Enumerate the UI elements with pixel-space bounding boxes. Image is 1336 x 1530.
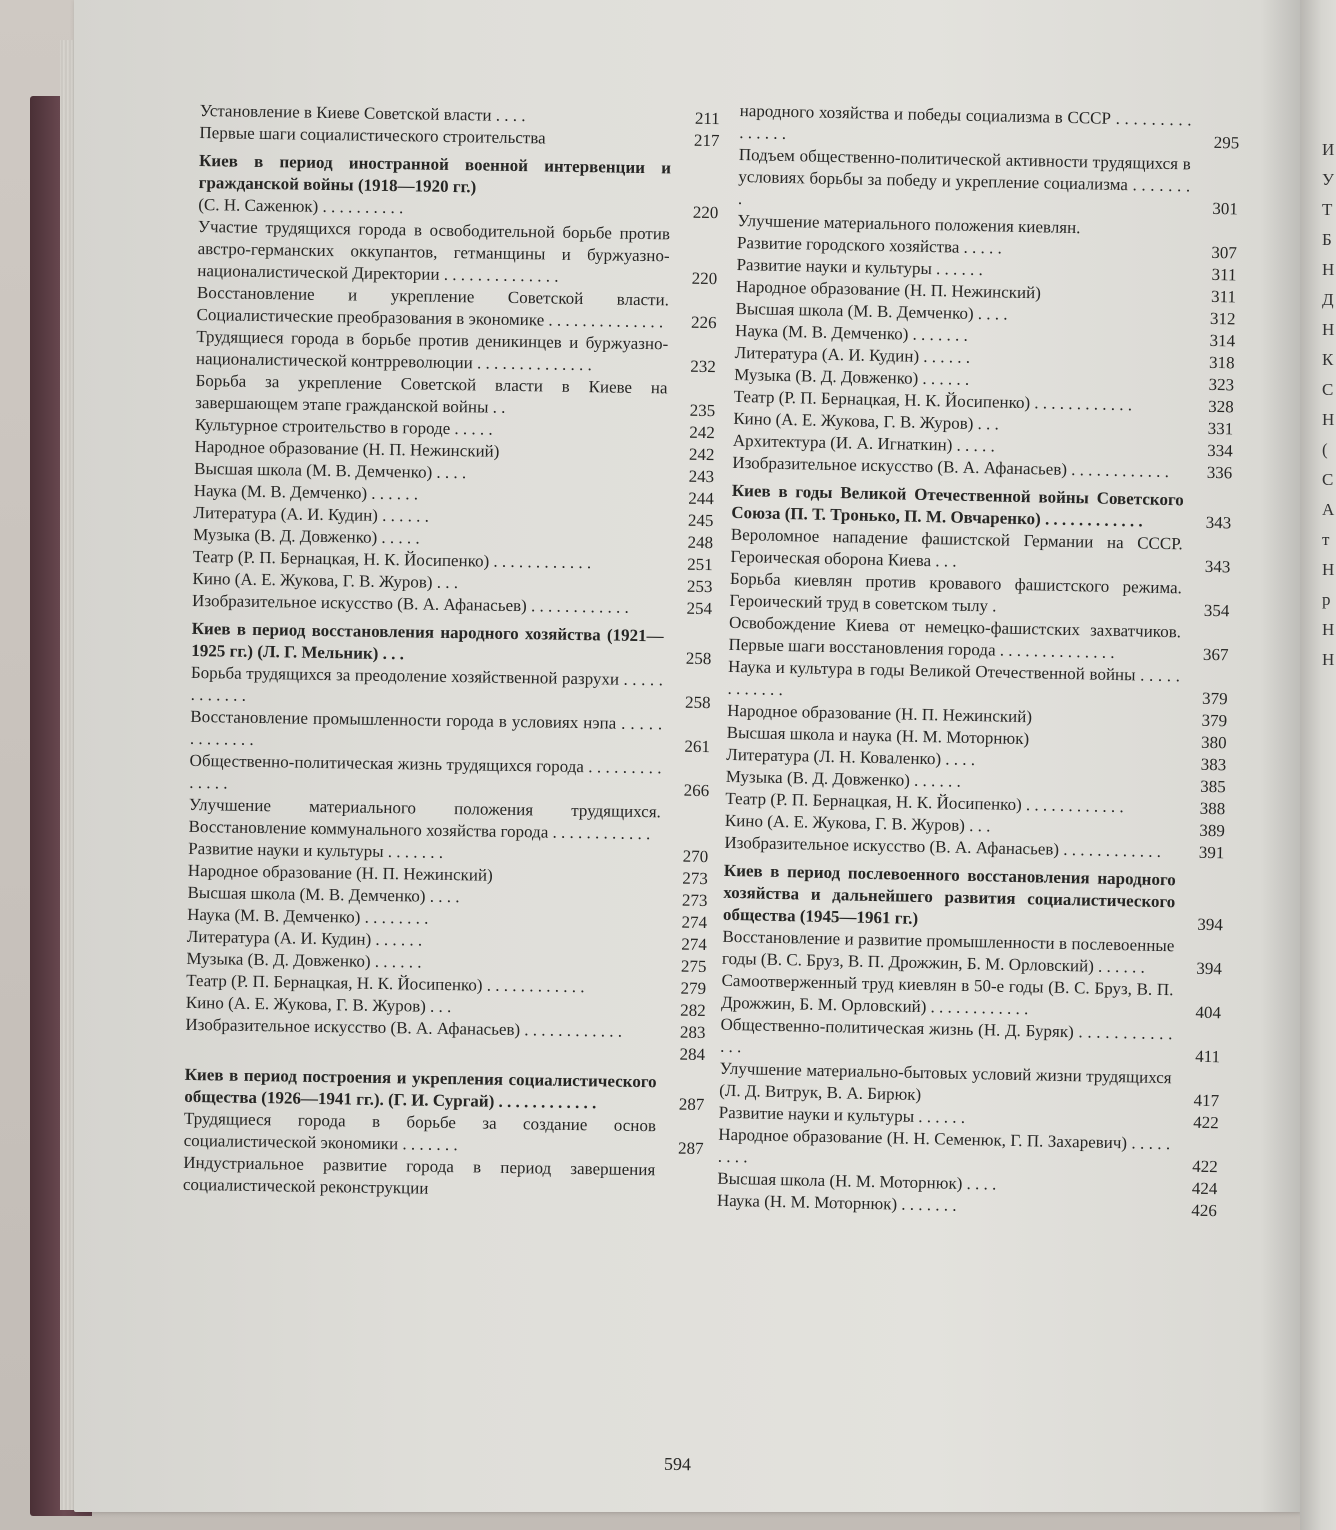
- entry-page-number: 314: [1209, 330, 1236, 351]
- entry-title: Наука (М. В. Демченко) . . . . . . . .: [187, 904, 429, 928]
- entry-title: Установление в Киеве Советской власти . . . .: [199, 100, 526, 126]
- entry-title: Восстановление промышленности города в условиях нэпа . . . . . . . . . . . . .: [189, 706, 663, 749]
- entry-title: Литература (А. И. Кудин) . . . . . .: [186, 926, 423, 950]
- entry-title: Литература (А. И. Кудин) . . . . . .: [193, 502, 430, 526]
- toc-entry: [197, 216, 718, 290]
- entry-title: Культурное строительство в городе . . . . .: [194, 414, 493, 439]
- entry-page-number: 394: [1196, 958, 1223, 979]
- entry-page-number: 244: [688, 488, 714, 509]
- toc-left-column: [183, 100, 720, 1204]
- entry-page-number: 279: [680, 978, 707, 999]
- section-heading: Киев в период восстановления народного хозяйства (1921—1925 гг.) (Л. Г. Мельник) . . .: [191, 618, 664, 664]
- next-page-glyph: Д: [1322, 290, 1334, 309]
- entry-title: Кино (А. Е. Жукова, Г. В. Журов) . . .: [185, 992, 452, 1017]
- entry-title: Подъем общественно-политической активности трудящихся в условиях борьбы за победу и укрепление социализма . . . . . . . .: [737, 144, 1191, 209]
- entry-page-number: 385: [1200, 776, 1226, 797]
- gutter-shadow: [1260, 0, 1300, 1512]
- next-page-glyph: Н: [1322, 410, 1335, 429]
- entry-title: Наука (Н. М. Моторнюк) . . . . . . .: [716, 1190, 957, 1215]
- entry-page-number: 235: [689, 400, 716, 421]
- entry-title: Индустриальное развитие города в период завершения социалистической реконструкции: [182, 1152, 656, 1198]
- entry-title: Народное образование (Н. П. Нежинский): [727, 700, 1033, 727]
- entry-page-number: 273: [681, 890, 708, 911]
- entry-title: Народное образование (Н. П. Нежинский): [735, 276, 1042, 303]
- entry-title: Улучшение материального положения трудящихся. Восстановление коммунального хозяйства города . . . . . . . . . . . .: [188, 794, 662, 844]
- next-page-glyph: Б: [1322, 230, 1332, 249]
- next-page-glyph: А: [1322, 500, 1335, 519]
- entry-page-number: 287: [677, 1138, 704, 1159]
- entry-title: Народное образование (Н. П. Нежинский): [194, 436, 500, 461]
- entry-page-number: 311: [1211, 264, 1237, 285]
- entry-title: народного хозяйства и победы социализма в СССР . . . . . . . . . . . . . . .: [739, 100, 1192, 143]
- entry-title: Высшая школа (М. В. Демченко) . . . .: [194, 458, 467, 483]
- entry-title: Вероломное нападение фашистской Германии на СССР. Героическая оборона Киева . . .: [730, 524, 1184, 571]
- entry-page-number: 383: [1200, 754, 1227, 775]
- entry-page-number: 220: [692, 202, 719, 223]
- entry-title: Театр (Р. П. Бернацкая, Н. К. Йосипенко) . . . . . . . . . . . .: [186, 970, 585, 997]
- entry-page-number: 411: [1194, 1046, 1221, 1067]
- next-page-glyph: С: [1322, 380, 1334, 399]
- entry-page-number: 394: [1197, 914, 1224, 935]
- entry-page-number: 367: [1202, 644, 1229, 665]
- entry-title: Наука и культура в годы Великой Отечественной войны . . . . . . . . . . . .: [727, 656, 1181, 700]
- entry-page-number: 211: [694, 108, 720, 129]
- next-page-edge: [1300, 0, 1336, 1530]
- entry-page-number: 391: [1198, 842, 1225, 863]
- next-page-glyph: И: [1322, 140, 1335, 159]
- entry-title: Восстановление и укрепление Советской власти. Социалистические преобразования в экономике . . . . . . . . . . . . . .: [196, 282, 670, 332]
- entry-title: Развитие науки и культуры . . . . . . .: [188, 838, 444, 862]
- entry-page-number: 232: [690, 356, 717, 377]
- next-page-glyph: К: [1322, 350, 1334, 369]
- entry-page-number: 254: [686, 598, 713, 619]
- entry-title: Высшая школа (М. В. Демченко) . . . .: [187, 882, 460, 907]
- entry-page-number: 270: [682, 846, 709, 867]
- entry-page-number: 424: [1191, 1178, 1218, 1199]
- entry-title: Наука (М. В. Демченко) . . . . . . .: [734, 320, 969, 345]
- entry-title: Изобразительное искусство (В. А. Афанасьев) . . . . . . . . . . . .: [191, 590, 629, 617]
- entry-page-number: 426: [1191, 1200, 1218, 1221]
- entry-title: Театр (Р. П. Бернацкая, Н. К. Йосипенко) . . . . . . . . . . . .: [725, 788, 1124, 817]
- section-heading: Киев в годы Великой Отечественной войны Советского Союза (П. Т. Тронько, П. М. Овчаренко) . . . . . . . . . . . .: [731, 480, 1184, 531]
- entry-title: Развитие науки и культуры . . . . . .: [718, 1102, 966, 1127]
- next-page-glyph: Н: [1322, 620, 1335, 639]
- entry-title: Изобразительное искусство (В. А. Афанасьев) . . . . . . . . . . . .: [732, 452, 1170, 482]
- entry-page-number: 282: [680, 1000, 706, 1021]
- entry-title: Народное образование (Н. П. Нежинский): [187, 860, 493, 885]
- entry-title: Борьба за укрепление Советской власти в Киеве на завершающем этапе гражданской войны . .: [195, 370, 668, 417]
- entry-title: Театр (Р. П. Бернацкая, Н. К. Йосипенко) . . . . . . . . . . . .: [733, 386, 1133, 415]
- entry-page-number: 323: [1208, 374, 1235, 395]
- entry-page-number: 251: [687, 554, 713, 575]
- entry-page-number: 343: [1204, 556, 1231, 577]
- entry-title: Восстановление и развитие промышленности в послевоенные годы (В. С. Бруз, В. П. Дрожжин, Б. М. Орловский) . . . . . .: [721, 926, 1175, 977]
- entry-page-number: 301: [1212, 198, 1239, 219]
- next-page-glyph: Н: [1322, 260, 1335, 279]
- entry-page-number: 312: [1209, 308, 1236, 329]
- entry-title: Изобразительное искусство (В. А. Афанасьев) . . . . . . . . . . . .: [185, 1014, 623, 1041]
- entry-page-number: 253: [686, 576, 713, 597]
- entry-title: Литература (А. И. Кудин) . . . . . .: [734, 342, 971, 367]
- entry-title: Кино (А. Е. Жукова, Г. В. Журов) . . .: [733, 408, 1000, 434]
- section-heading: Киев в период иностранной военной интервенции и гражданской войны (1918—1920 гг.): [198, 150, 672, 197]
- entry-page-number: 417: [1193, 1090, 1220, 1111]
- entry-title: Развитие городского хозяйства . . . . .: [736, 232, 1003, 258]
- entry-title: Общественно-политическая жизнь трудящихся города . . . . . . . . . . . . . .: [189, 750, 662, 793]
- entry-title: Улучшение материально-бытовых условий жизни трудящихся (Л. Д. Витрук, В. А. Бирюк): [719, 1058, 1172, 1105]
- entry-title: Улучшение материального положения киевлян.: [737, 210, 1081, 238]
- toc-right-column: [717, 100, 1240, 1222]
- entry-title: Трудящиеся города в борьбе против деникинцев и буржуазно-националистической контрреволюции . . . . . . . . . . . . . .: [195, 326, 669, 375]
- entry-page-number: 266: [683, 780, 710, 801]
- entry-title: Наука (М. В. Демченко) . . . . . .: [193, 480, 419, 504]
- entry-title: Кино (А. Е. Жукова, Г. В. Журов) . . .: [724, 810, 991, 836]
- entry-title: Участие трудящихся города в освободительной борьбе против австро-германских оккупантов, гетманщины и буржуазно-националистической Директории . . . . . . . . . . . . . .: [197, 216, 671, 286]
- entry-page-number: 217: [693, 130, 720, 151]
- entry-title: Музыка (В. Д. Довженко) . . . . .: [193, 524, 420, 548]
- toc-entry: [738, 144, 1239, 220]
- entry-page-number: 275: [680, 956, 707, 977]
- next-page-glyph: У: [1322, 170, 1335, 189]
- entry-page-number: 328: [1207, 396, 1234, 417]
- entry-page-number: 388: [1199, 798, 1226, 819]
- entry-page-number: 248: [687, 532, 714, 553]
- next-page-glyph: Н: [1322, 650, 1335, 669]
- entry-title: Народное образование (Н. Н. Семенюк, Г. П. Захаревич) . . . . . . . . .: [717, 1124, 1171, 1167]
- entry-title: Трудящиеся города в борьбе за создание основ социалистической экономики . . . . . . .: [183, 1108, 657, 1155]
- entry-page-number: 404: [1195, 1002, 1222, 1023]
- entry-page-number: 422: [1192, 1112, 1219, 1133]
- entry-page-number: 226: [690, 312, 717, 333]
- entry-page-number: 318: [1208, 352, 1235, 373]
- entry-title: Высшая школа и наука (Н. М. Моторнюк): [726, 722, 1030, 749]
- entry-page-number: 242: [688, 444, 715, 465]
- entry-page-number: 354: [1203, 600, 1230, 621]
- entry-title: Музыка (В. Д. Довженко) . . . . . .: [725, 766, 962, 791]
- entry-page-number: 274: [681, 912, 708, 933]
- entry-page-number: 258: [684, 692, 711, 713]
- entry-page-number: 422: [1192, 1156, 1218, 1177]
- section-heading: Киев в период построения и укрепления социалистического общества (1926—1941 гг.). (Г. И. Сургай) . . . . . . . . . . . .: [184, 1064, 657, 1113]
- entry-page-number: 242: [689, 422, 715, 443]
- entry-title: Самоотверженный труд киевлян в 50-е годы (В. С. Бруз, В. П. Дрожжин, Б. М. Орловский) . . . . . . . . . . . .: [720, 970, 1174, 1019]
- entry-page-number: 334: [1207, 440, 1233, 461]
- entry-page-number: 273: [682, 868, 708, 889]
- next-page-glyph: т: [1322, 530, 1330, 549]
- entry-title: Изобразительное искусство (В. А. Афанасьев) . . . . . . . . . . . .: [724, 832, 1162, 861]
- section-heading: Киев в период послевоенного восстановления народного хозяйства и дальнейшего развития социалистического общества (1945—1961 гг.): [722, 860, 1176, 928]
- entry-title: Первые шаги социалистического строительства: [199, 122, 546, 148]
- entry-title: Высшая школа (Н. М. Моторнюк) . . . .: [717, 1168, 997, 1194]
- entry-page-number: 284: [679, 1044, 706, 1065]
- entry-title: (С. Н. Саженюк) . . . . . . . . . .: [198, 194, 404, 218]
- next-page-glyph: р: [1322, 590, 1331, 609]
- next-page-glyph: Н: [1322, 320, 1335, 339]
- next-page-glyph: (: [1322, 440, 1328, 459]
- entry-page-number: 311: [1210, 286, 1237, 307]
- entry-title: Музыка (В. Д. Довженко) . . . . . .: [734, 364, 970, 389]
- entry-page-number: 258: [685, 648, 712, 669]
- entry-title: Борьба киевлян против кровавого фашистского режима. Героический труд в советском тылу .: [729, 568, 1183, 616]
- entry-title: Развитие науки и культуры . . . . . .: [736, 254, 984, 280]
- next-page-glyph: Н: [1322, 560, 1335, 579]
- entry-title: Борьба трудящихся за преодоление хозяйственной разрухи . . . . . . . . . . . .: [190, 662, 664, 705]
- entry-page-number: 379: [1201, 710, 1228, 731]
- entry-page-number: 295: [1213, 132, 1240, 153]
- entry-page-number: 336: [1206, 462, 1233, 483]
- entry-title: Общественно-политическая жизнь (Н. Д. Буряк) . . . . . . . . . . . . . .: [719, 1014, 1173, 1057]
- entry-page-number: 245: [687, 510, 714, 531]
- entry-title: Литература (Л. Н. Коваленко) . . . .: [726, 744, 976, 770]
- entry-page-number: 379: [1201, 688, 1228, 709]
- toc-entry: [183, 1152, 704, 1204]
- entry-page-number: 283: [679, 1022, 706, 1043]
- entry-title: Освобождение Киева от немецко-фашистских захватчиков. Первые шаги восстановления города . . . . . . . . . . . . . .: [728, 612, 1182, 662]
- entry-page-number: 380: [1200, 732, 1227, 753]
- entry-title: Кино (А. Е. Жукова, Г. В. Журов) . . .: [192, 568, 459, 593]
- toc-entry: [723, 860, 1224, 936]
- entry-page-number: 220: [691, 268, 718, 289]
- entry-page-number: 331: [1207, 418, 1234, 439]
- entry-page-number: 343: [1205, 512, 1232, 533]
- next-page-glyph: Т: [1322, 200, 1333, 219]
- entry-title: Высшая школа (М. В. Демченко) . . . .: [735, 298, 1008, 324]
- entry-page-number: 243: [688, 466, 715, 487]
- entry-page-number: 389: [1199, 820, 1226, 841]
- page-number: 594: [663, 1453, 692, 1475]
- next-page-glyph: С: [1322, 470, 1334, 489]
- entry-title: Театр (Р. П. Бернацкая, Н. К. Йосипенко) . . . . . . . . . . . .: [192, 546, 592, 573]
- entry-title: Музыка (В. Д. Довженко) . . . . . .: [186, 948, 422, 972]
- entry-page-number: 307: [1211, 242, 1238, 263]
- entry-page-number: 261: [684, 736, 711, 757]
- entry-page-number: 274: [681, 934, 707, 955]
- entry-page-number: 287: [678, 1094, 705, 1115]
- entry-title: Архитектура (И. А. Игнаткин) . . . . .: [732, 430, 996, 456]
